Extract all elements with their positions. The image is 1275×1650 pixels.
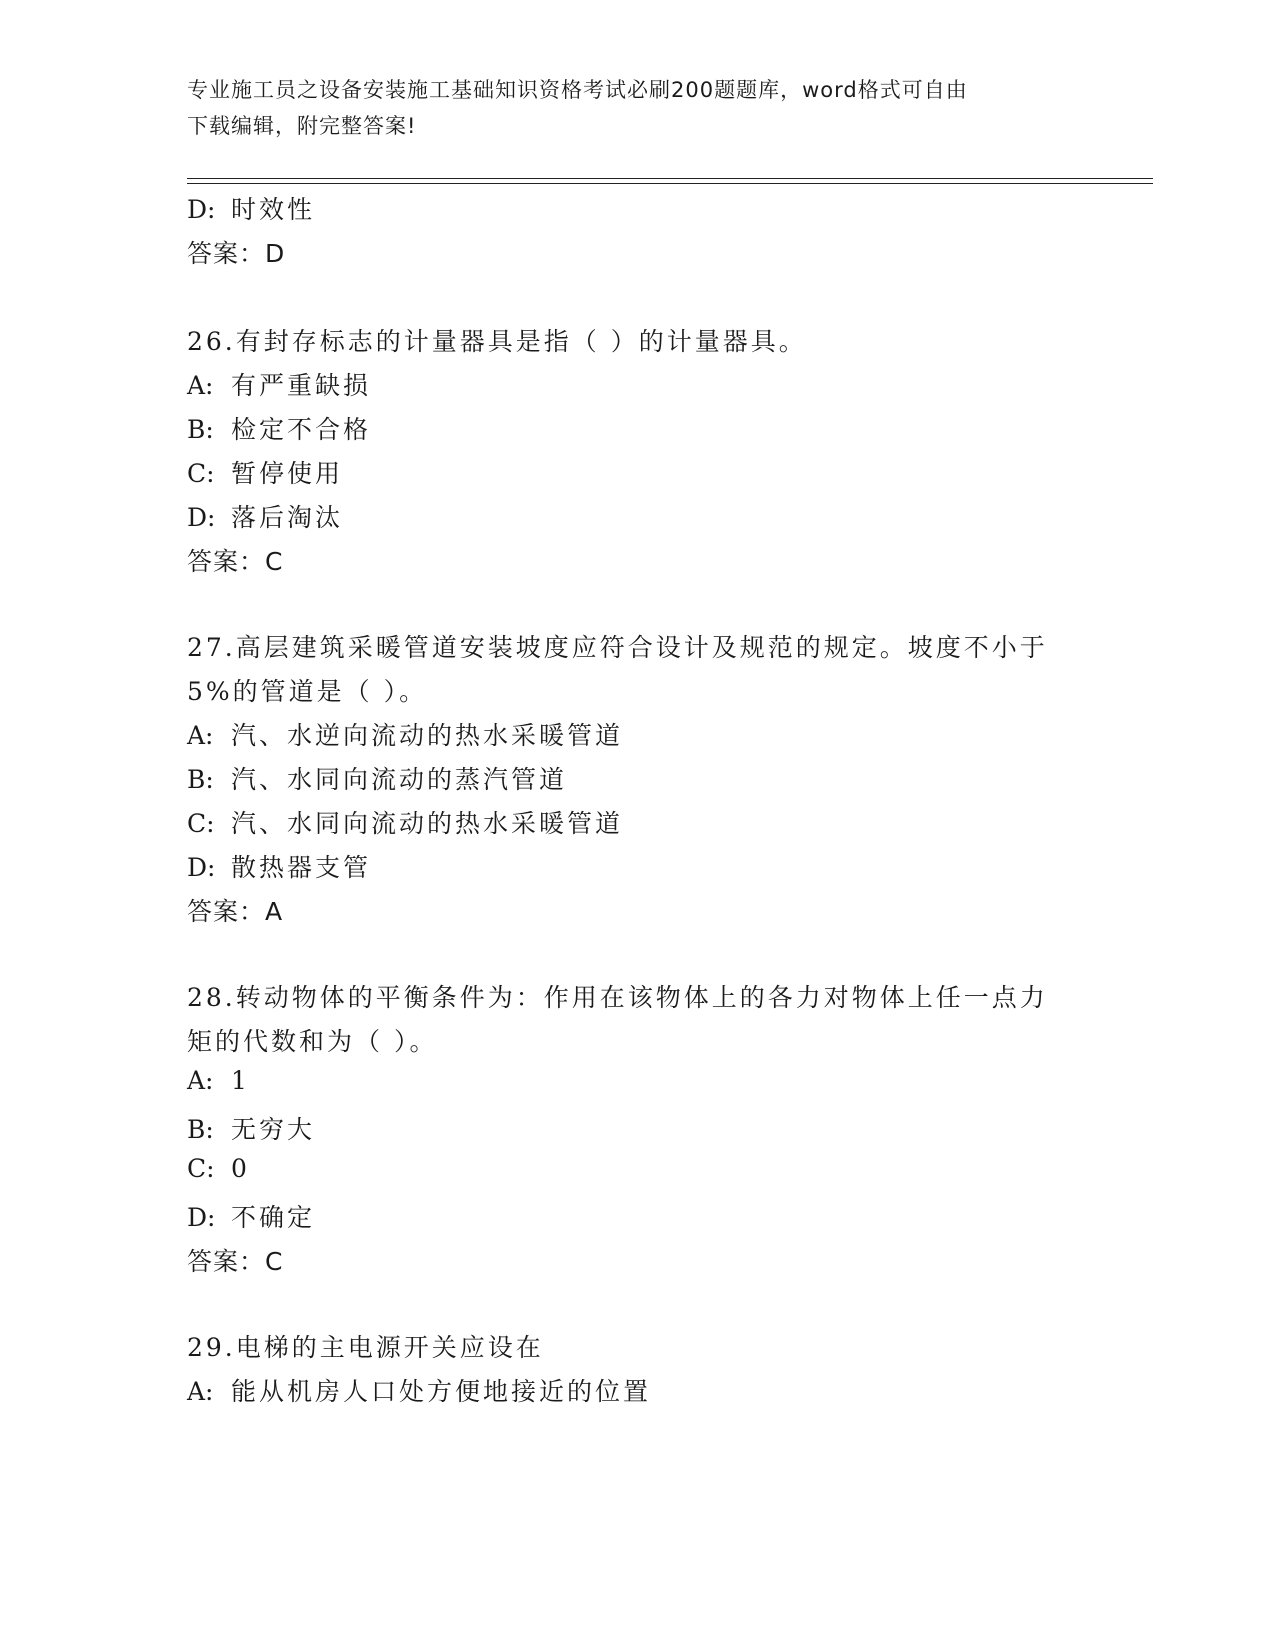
- q27-stem-line-1: 27.高层建筑采暖管道安装坡度应符合设计及规范的规定。坡度不小于: [187, 633, 1048, 662]
- option-text: 汽、水同向流动的蒸汽管道: [231, 765, 568, 794]
- q25-option-d: [187, 190, 315, 226]
- q27-answer: 答案：A: [187, 897, 284, 926]
- option-label: B:: [187, 765, 214, 794]
- option-label: D:: [187, 853, 216, 882]
- option-text: 汽、水同向流动的热水采暖管道: [231, 809, 624, 838]
- option-text: 检定不合格: [231, 415, 372, 444]
- q25-answer: 答案：D: [187, 239, 286, 268]
- document-header: [187, 72, 1067, 144]
- q29-option-a: [187, 1372, 651, 1408]
- option-label: C:: [187, 809, 215, 838]
- q27-option-d: [187, 848, 371, 884]
- q27-option-c: [187, 804, 623, 840]
- option-text: 不确定: [231, 1203, 316, 1232]
- q26-answer: 答案：C: [187, 547, 284, 576]
- q26-option-a: [187, 366, 371, 402]
- q28-option-c: [187, 1154, 250, 1183]
- option-label: B:: [187, 415, 214, 444]
- option-text: 无穷大: [231, 1115, 316, 1144]
- q26-option-b: [187, 410, 371, 446]
- option-label: B:: [187, 1115, 214, 1144]
- q26-option-c: [187, 454, 343, 490]
- q28-stem-line-2: 矩的代数和为（ ）。: [187, 1027, 438, 1056]
- option-label: D:: [187, 195, 216, 224]
- option-label: A:: [187, 371, 214, 400]
- q28-option-a: [187, 1066, 250, 1095]
- option-text: 有严重缺损: [231, 371, 372, 400]
- q28-stem-line-1: 28.转动物体的平衡条件为：作用在该物体上的各力对物体上任一点力: [187, 983, 1048, 1012]
- q28-answer: 答案：C: [187, 1247, 284, 1276]
- header-divider-top: [187, 178, 1153, 179]
- option-text: 落后淘汰: [231, 503, 344, 532]
- option-text: 散热器支管: [231, 853, 372, 882]
- option-label: A:: [187, 721, 214, 750]
- option-label: A:: [187, 1377, 214, 1406]
- q27-option-b: [187, 760, 567, 796]
- q27-stem-line-2: 5%的管道是（ ）。: [187, 677, 428, 706]
- option-text: 汽、水逆向流动的热水采暖管道: [231, 721, 624, 750]
- option-text: 0: [231, 1154, 250, 1183]
- q28-option-d: [187, 1198, 315, 1234]
- option-text: 能从机房人口处方便地接近的位置: [231, 1377, 652, 1406]
- header-line-1: 专业施工员之设备安装施工基础知识资格考试必刷200题题库，word格式可自由: [187, 78, 968, 102]
- option-text: 1: [231, 1066, 250, 1095]
- header-line-2: 下载编辑，附完整答案!: [187, 114, 417, 138]
- option-label: A:: [187, 1066, 214, 1095]
- q27-option-a: [187, 716, 623, 752]
- option-text: 时效性: [231, 195, 316, 224]
- option-text: 暂停使用: [231, 459, 344, 488]
- option-label: C:: [187, 1154, 215, 1183]
- option-label: D:: [187, 503, 216, 532]
- q28-option-b: [187, 1110, 315, 1146]
- q26-stem: 26.有封存标志的计量器具是指（ ）的计量器具。: [187, 327, 807, 356]
- header-divider-bottom: [187, 183, 1153, 184]
- q29-stem: 29.电梯的主电源开关应设在: [187, 1333, 544, 1362]
- q26-option-d: [187, 498, 343, 534]
- option-label: D:: [187, 1203, 216, 1232]
- option-label: C:: [187, 459, 215, 488]
